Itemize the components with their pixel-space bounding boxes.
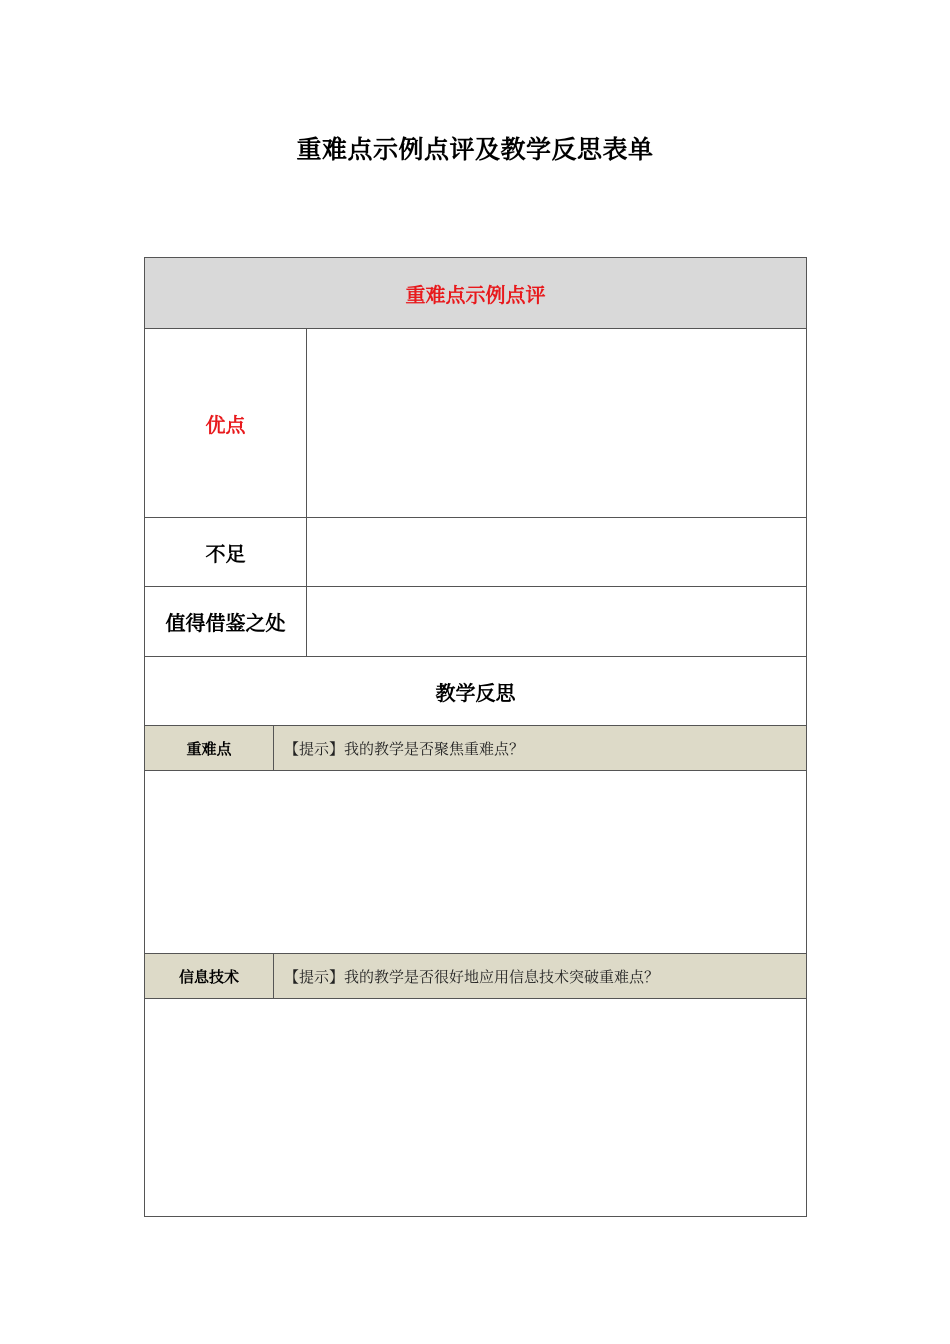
lessons-field[interactable] [307, 587, 806, 656]
pros-label: 优点 [145, 329, 307, 517]
key-points-answer-field[interactable] [145, 771, 806, 953]
review-row-lessons [145, 587, 806, 657]
review-form-table [144, 257, 807, 1217]
key-points-answer-row [145, 771, 806, 954]
info-tech-answer-field[interactable] [145, 999, 806, 1216]
info-tech-answer-row [145, 999, 806, 1216]
key-points-label: 重难点 [145, 726, 274, 770]
review-header: 重难点示例点评 [405, 282, 546, 307]
info-tech-label: 信息技术 [145, 954, 274, 998]
reflection-title-row [145, 657, 806, 726]
document-title: 重难点示例点评及教学反思表单 [296, 135, 654, 164]
review-row-cons [145, 518, 806, 587]
pros-field[interactable] [307, 329, 806, 517]
info-tech-hint: 【提示】我的教学是否很好地应用信息技术突破重难点？ [284, 967, 660, 986]
cons-label: 不足 [145, 518, 307, 586]
reflection-hint-row-info-tech [145, 954, 806, 999]
review-row-pros [145, 329, 806, 518]
lessons-label: 值得借鉴之处 [145, 587, 307, 656]
key-points-hint: 【提示】我的教学是否聚焦重难点？ [284, 739, 525, 758]
cons-field[interactable] [307, 518, 806, 586]
reflection-title: 教学反思 [435, 680, 516, 705]
review-header-row [145, 258, 806, 329]
reflection-hint-row-key-points [145, 726, 806, 771]
